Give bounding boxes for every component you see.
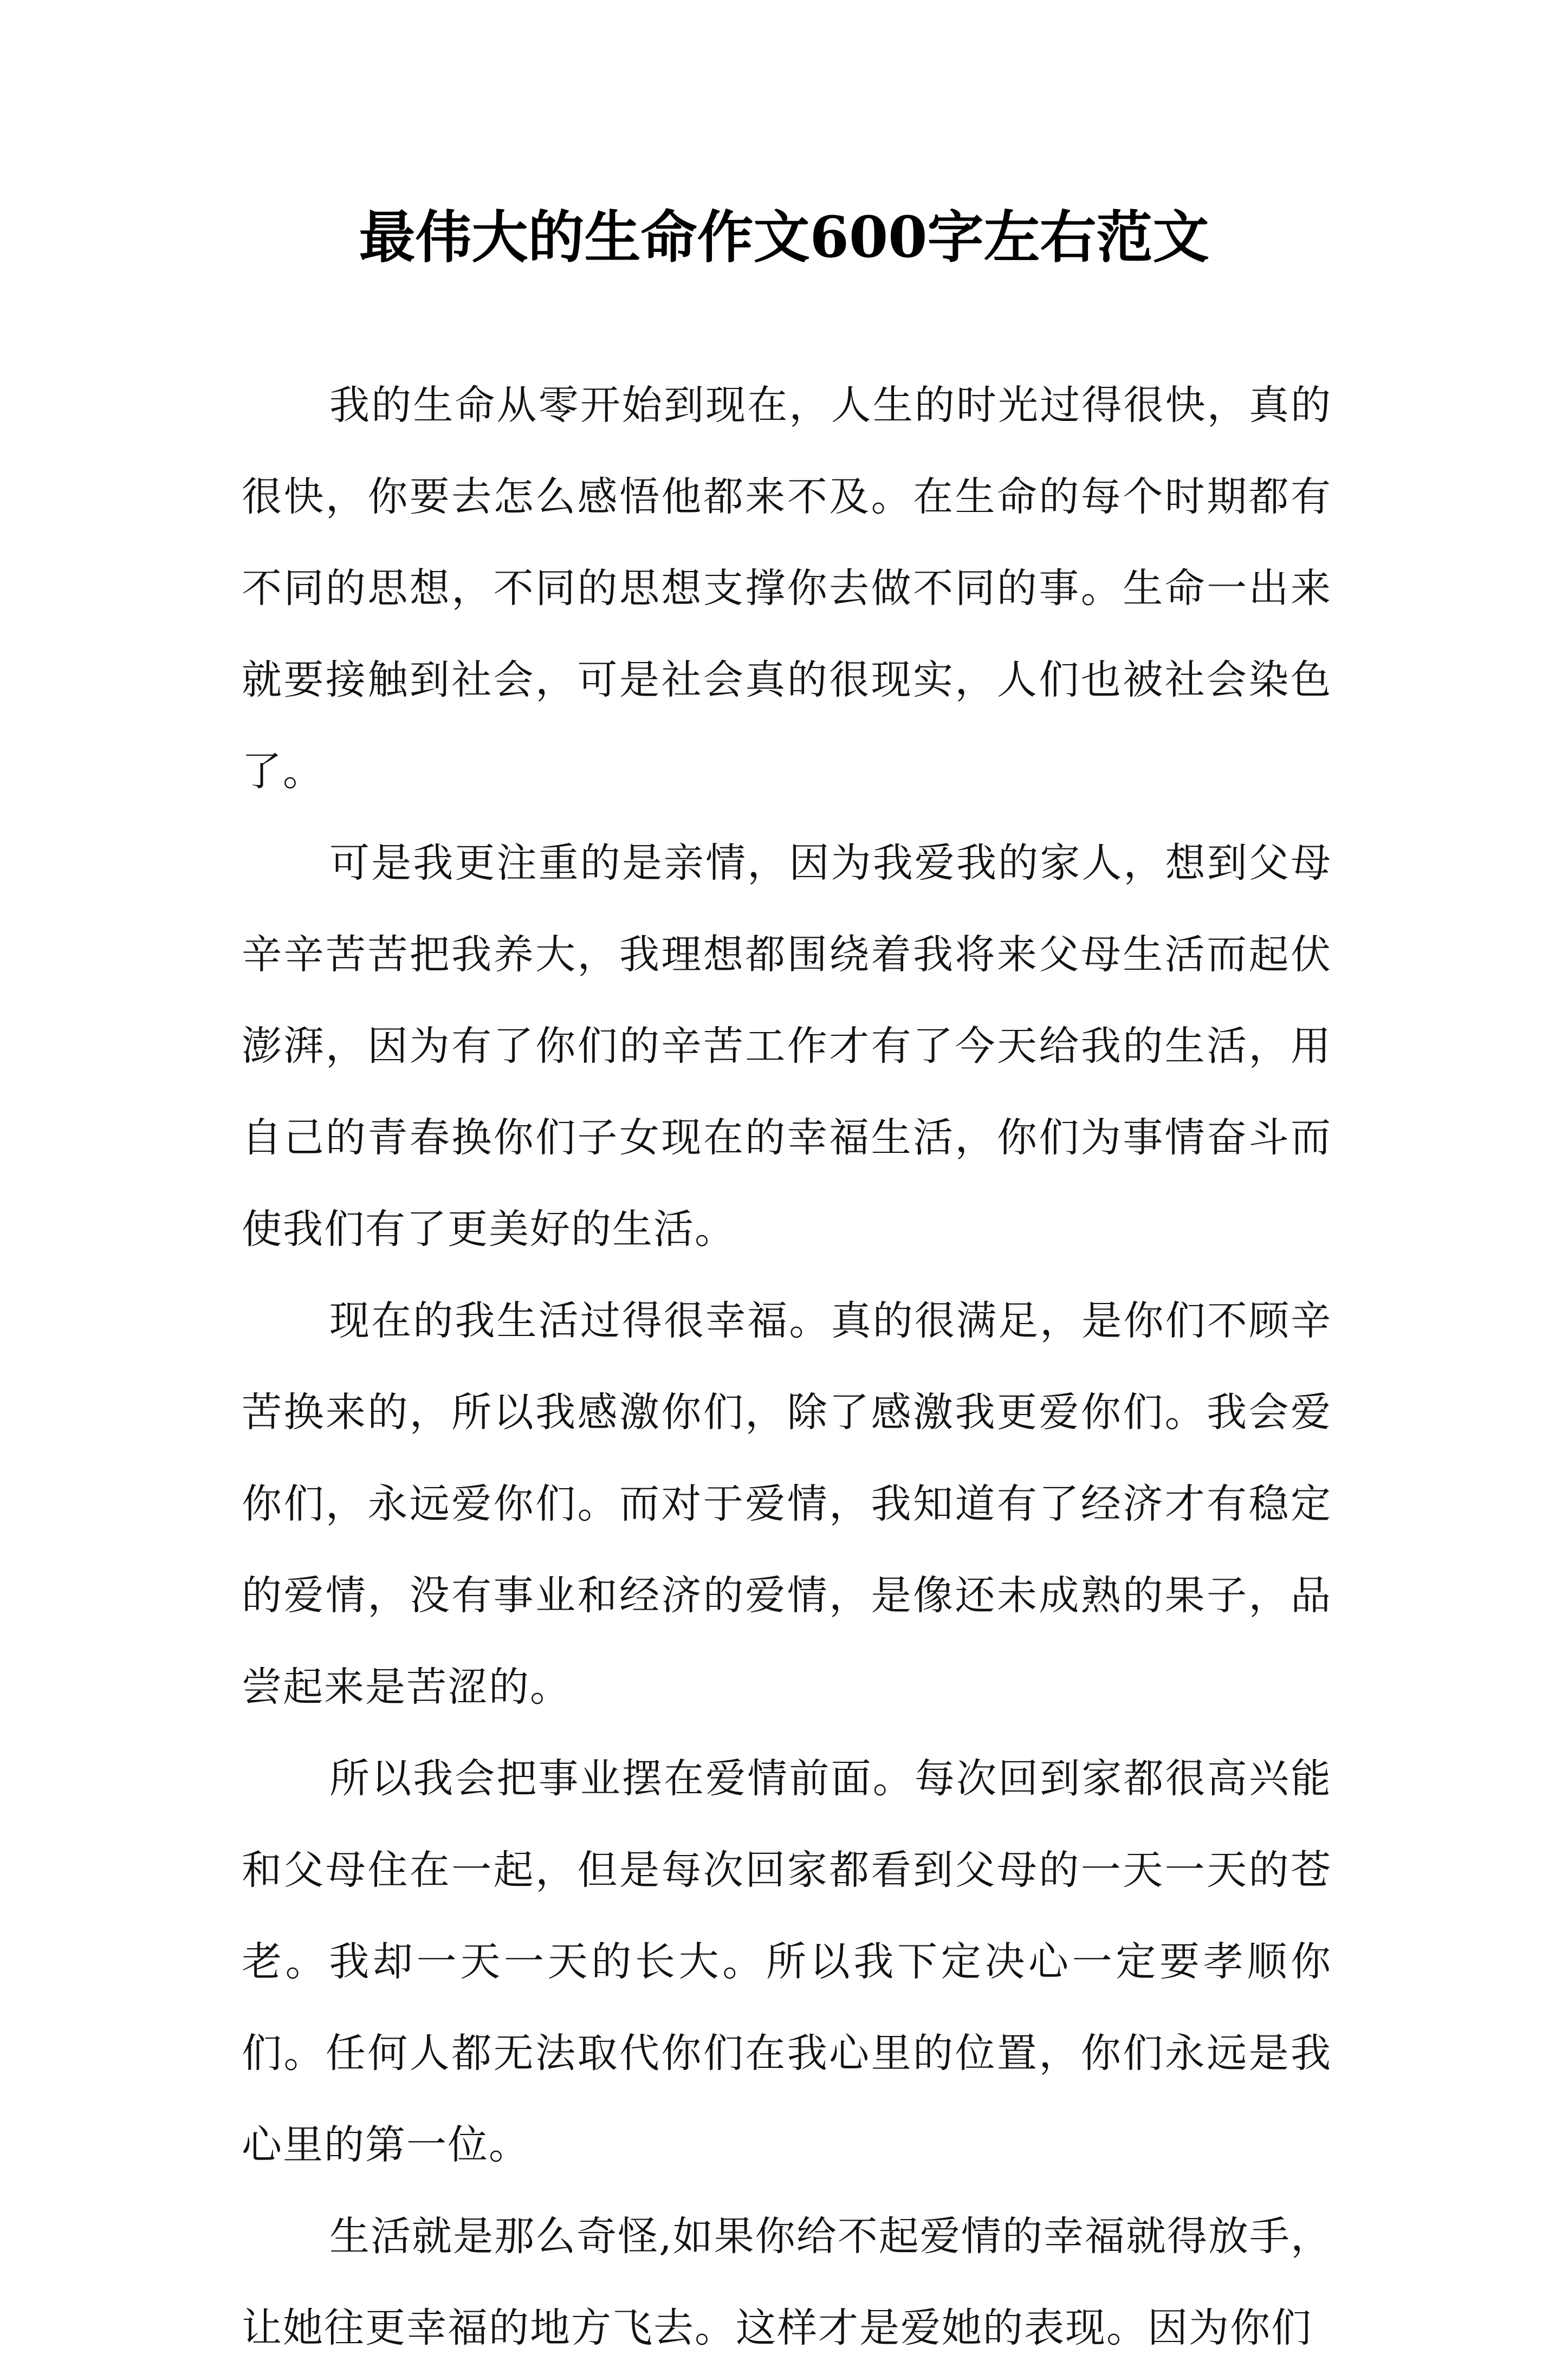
paragraph-5: 生活就是那么奇怪,如果你给不起爱情的幸福就得放手，让她往更幸福的地方飞去。这样才是爱她的表现。因为你们 [242,2213,1332,2351]
paragraph-3: 现在的我生活过得很幸福。真的很满足，是你们不顾辛苦换来的，所以我感激你们，除了感激我更爱你们。我会爱你们，永远爱你们。而对于爱情，我知道有了经济才有稳定的爱情，没有事业和经济的爱情，是像还未成熟的果子，品尝起来是苦涩的。 [242,1298,1332,1710]
document-body [242,360,1332,2374]
paragraph-2: 可是我更注重的是亲情，因为我爱我的家人，想到父母辛辛苦苦把我养大，我理想都围绕着我将来父母生活而起伏澎湃，因为有了你们的辛苦工作才有了今天给我的生活，用自己的青春换你们子女现在的幸福生活，你们为事情奋斗而使我们有了更美好的生活。 [242,840,1332,1253]
document-title: 最伟大的生命作文600字左右范文 [359,204,1209,270]
paragraph-1: 我的生命从零开始到现在，人生的时光过得很快，真的很快，你要去怎么感悟他都来不及。在生命的每个时期都有不同的思想，不同的思想支撑你去做不同的事。生命一出来就要接触到社会，可是社会真的很现实，人们也被社会染色了。 [242,382,1332,795]
paragraph-4: 所以我会把事业摆在爱情前面。每次回到家都很高兴能和父母住在一起，但是每次回家都看到父母的一天一天的苍老。我却一天一天的长大。所以我下定决心一定要孝顺你们。任何人都无法取代你们在我心里的位置，你们永远是我心里的第一位。 [242,1755,1332,2168]
